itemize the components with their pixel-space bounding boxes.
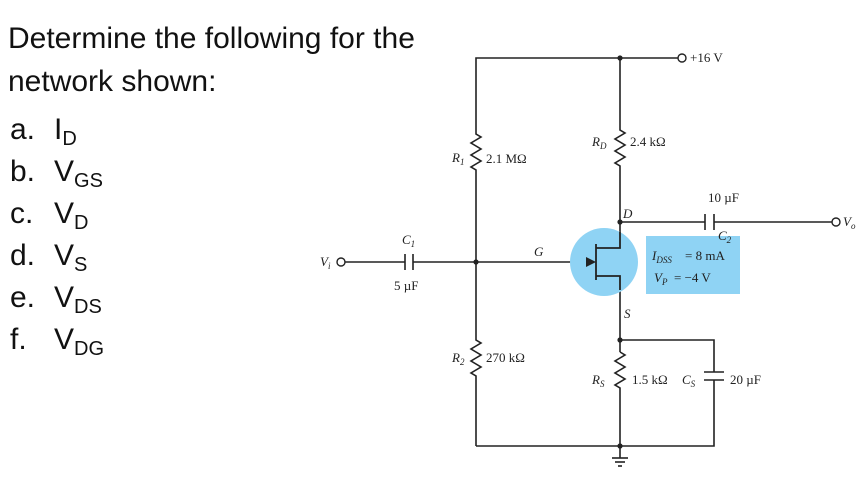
item-letter: a. <box>10 113 36 146</box>
r1-name: $R_1$ <box>452 150 465 167</box>
node-dot <box>617 219 622 224</box>
node-dot <box>617 443 622 448</box>
item-symbol: V <box>54 155 75 188</box>
drain-label: D <box>623 206 633 221</box>
node-dot <box>617 337 622 342</box>
item-letter: b. <box>10 155 36 188</box>
r2-value: 270 kΩ <box>486 350 525 365</box>
vp-symbol: $V_P$ <box>654 270 668 287</box>
c2-value: 10 µF <box>708 190 739 205</box>
item-letter: f. <box>10 323 27 356</box>
vo-terminal-icon <box>832 218 840 226</box>
item-symbol: I <box>54 113 63 146</box>
item-letter: c. <box>10 197 34 230</box>
r1-value: 2.1 MΩ <box>486 151 527 166</box>
item-subscript: D <box>74 212 89 234</box>
vi-label: $V_i$ <box>320 254 331 271</box>
rs-value: 1.5 kΩ <box>632 372 668 387</box>
jfet-circle-icon <box>570 228 638 296</box>
idss-value: = 8 mA <box>685 248 725 263</box>
vo-label: $V_o$ <box>843 214 856 231</box>
cs-name: $C_S$ <box>682 372 696 389</box>
item-letter: e. <box>10 281 36 314</box>
c2-name: $C_2$ <box>718 228 732 245</box>
item-symbol: V <box>54 239 75 272</box>
c1-name: $C_1$ <box>402 232 416 249</box>
c1-capacitor <box>405 254 413 270</box>
item-subscript: DS <box>74 296 102 318</box>
item-subscript: S <box>74 254 88 276</box>
item-symbol: V <box>54 323 75 356</box>
vdd-terminal-icon <box>678 54 686 62</box>
node-dot <box>473 259 478 264</box>
top-rail-wire <box>476 58 678 120</box>
rs-name: $R_S$ <box>592 372 605 389</box>
vdd-label: +16 V <box>690 50 723 65</box>
rs-resistor <box>615 352 625 446</box>
idss-symbol: $I_{DSS}$ <box>652 248 672 265</box>
r2-name: $R_2$ <box>452 350 465 367</box>
c2-capacitor <box>705 214 714 230</box>
jfet-transistor <box>570 228 638 296</box>
gate-label: G <box>534 244 544 259</box>
item-subscript: DG <box>74 338 105 360</box>
item-letter: d. <box>10 239 36 272</box>
r2-resistor <box>471 196 481 446</box>
cs-top-wire <box>620 340 714 372</box>
cs-bottom-wire <box>620 380 714 446</box>
item-subscript: D <box>62 128 77 150</box>
rd-name: $R_D$ <box>592 134 607 151</box>
node-dot <box>617 55 622 60</box>
vi-terminal-icon <box>337 258 345 266</box>
ground-icon <box>612 458 628 466</box>
question-title-line2: network shown: <box>8 65 217 98</box>
r1-resistor <box>471 120 481 196</box>
item-symbol: V <box>54 197 75 230</box>
cs-value: 20 µF <box>730 372 761 387</box>
question-title-line1: Determine the following for the <box>8 22 415 55</box>
source-label: S <box>624 306 631 321</box>
vp-value: = −4 V <box>674 270 711 285</box>
rd-value: 2.4 kΩ <box>630 134 666 149</box>
c1-value: 5 µF <box>394 278 419 293</box>
cs-capacitor <box>704 372 724 380</box>
item-symbol: V <box>54 281 75 314</box>
item-subscript: GS <box>74 170 103 192</box>
